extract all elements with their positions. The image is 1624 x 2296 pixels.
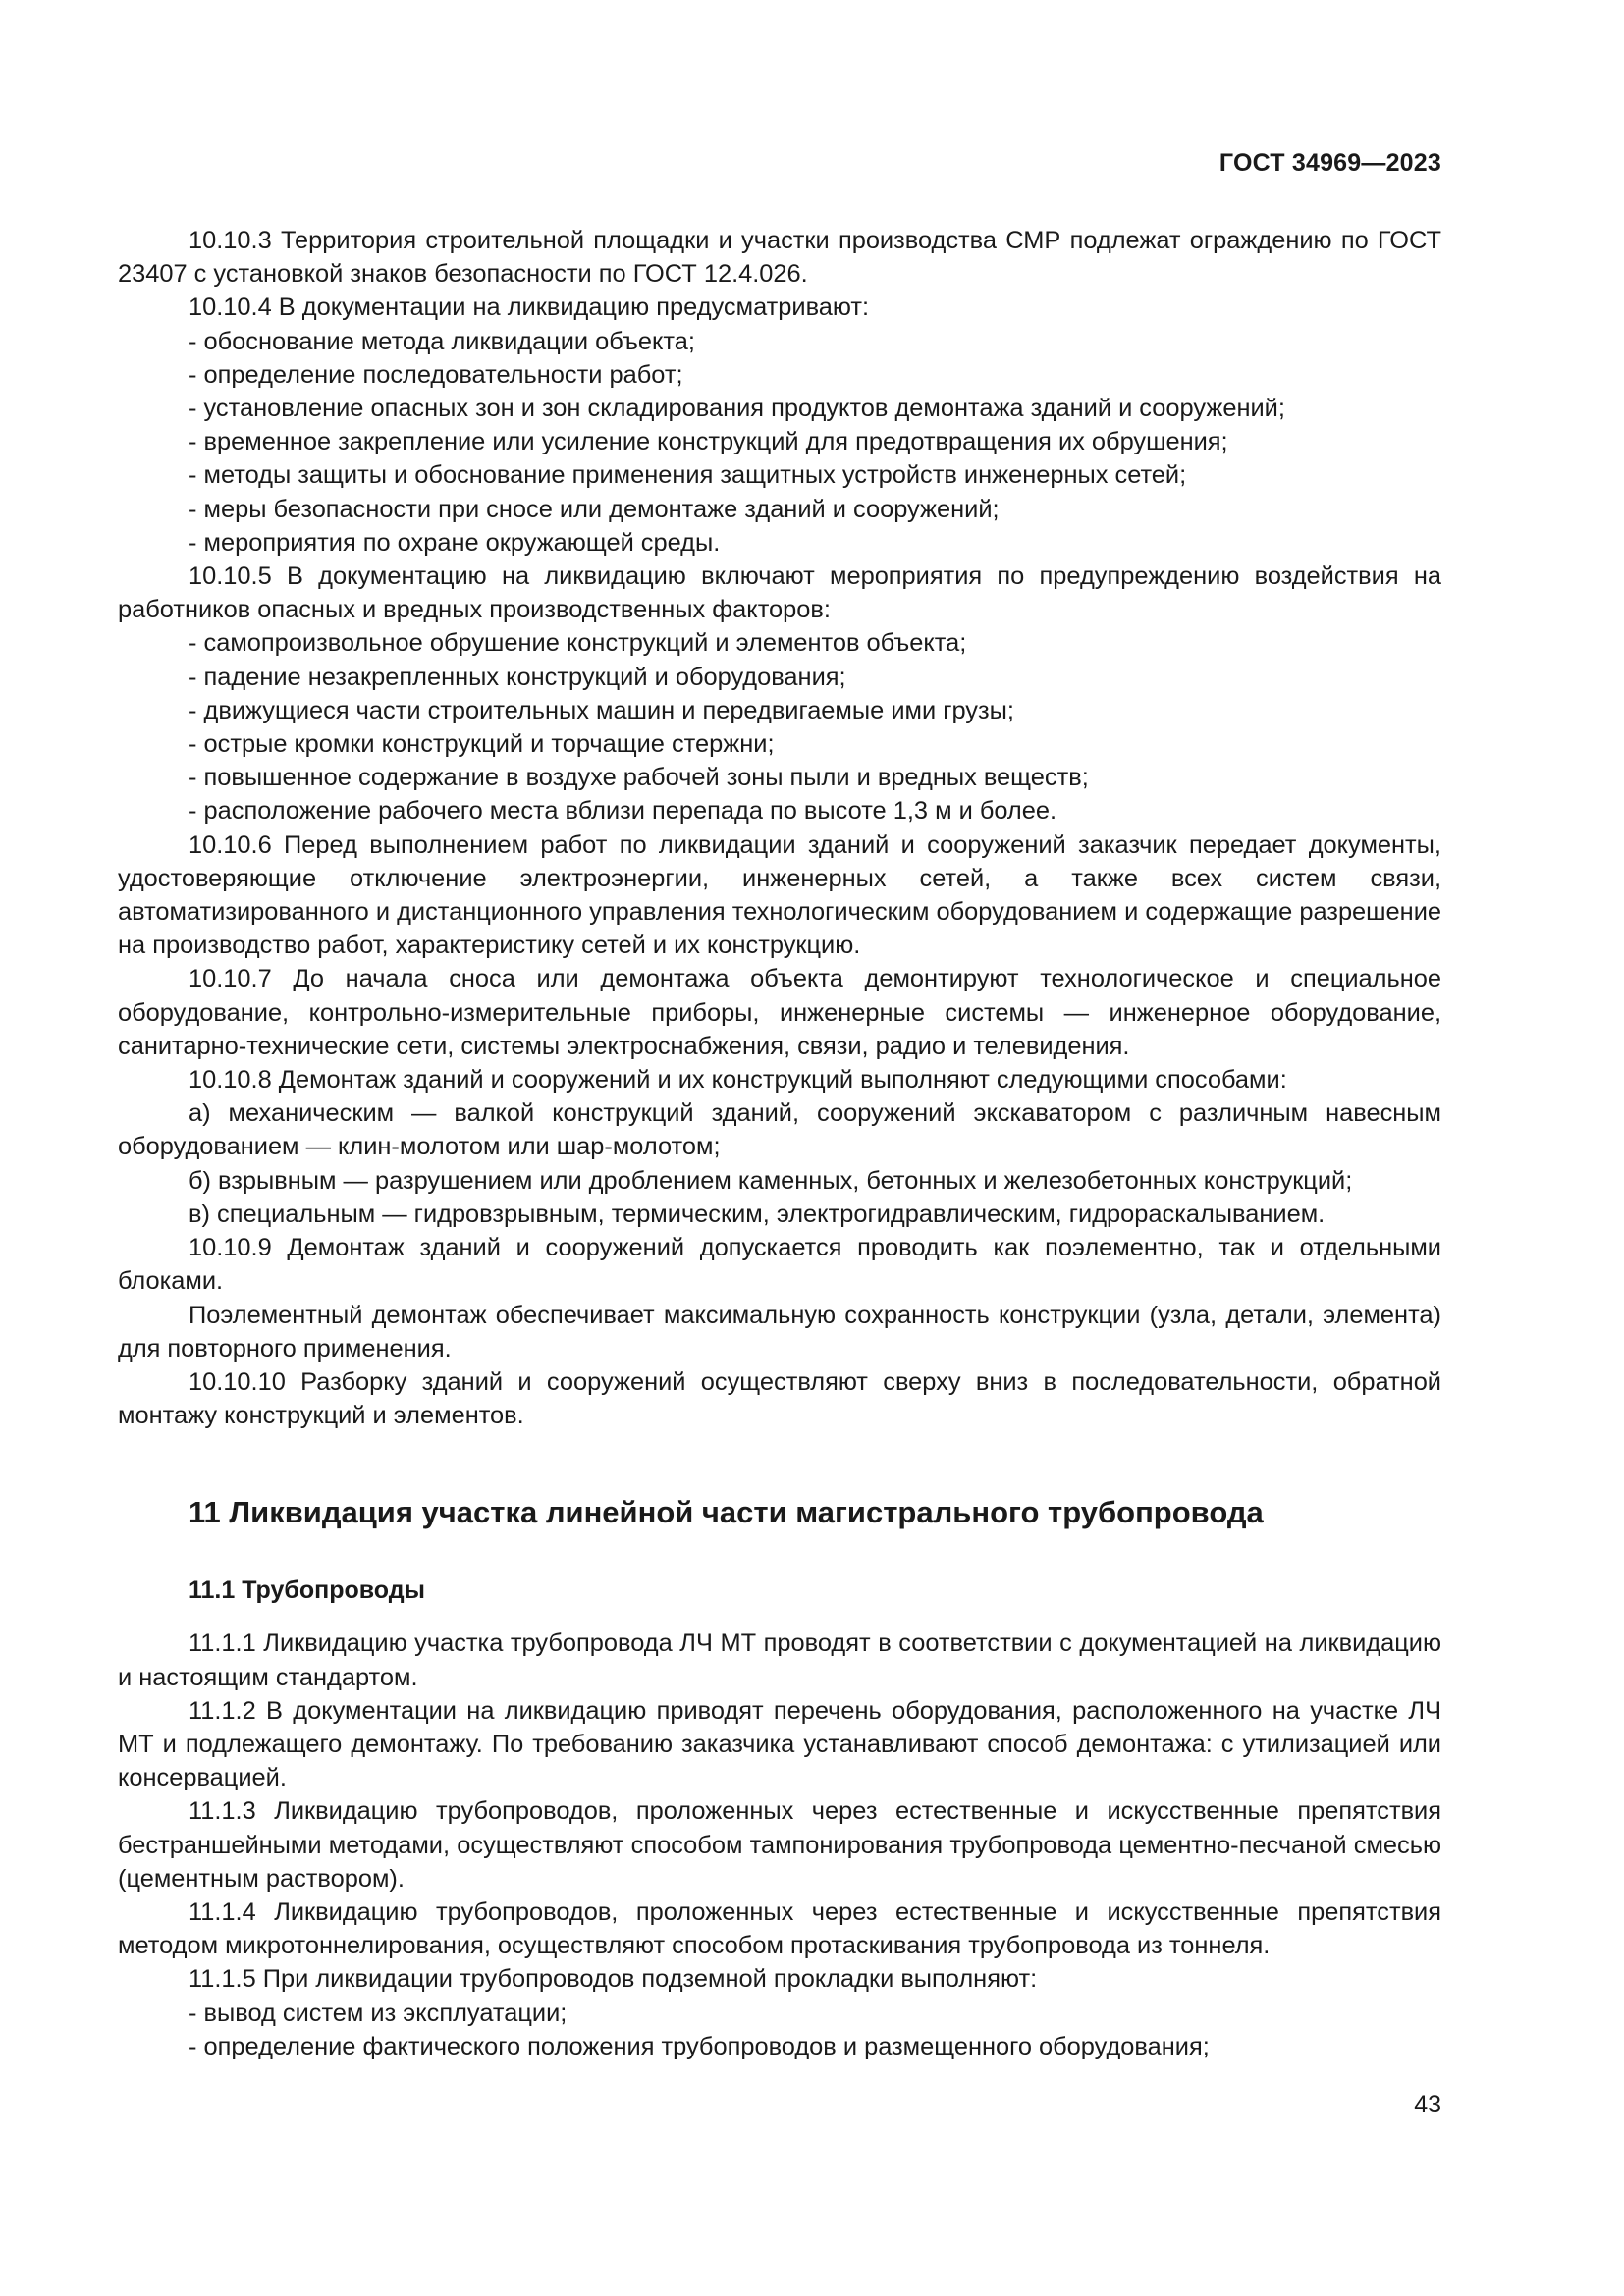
list-item: - временное закрепление или усиление конструкций для предотвращения их обрушения; [189,428,1228,456]
paragraph: 10.10.6 Перед выполнением работ по ликвидации зданий и сооружений заказчик передает документы, удостоверяющие отключение электроэнергии, инженерных сетей, а также всех систем связи, автоматизированного и дистанционного управления технологическим оборудованием и содержащие разрешение на производство работ, характеристику сетей и их конструкцию. [118,830,1441,960]
list-item: - расположение рабочего места вблизи перепада по высоте 1,3 м и более. [189,797,1057,826]
paragraph: 10.10.9 Демонтаж зданий и сооружений допускается проводить как поэлементно, так и отдельными блоками. [118,1234,1441,1296]
list-item: - определение последовательности работ; [189,360,683,389]
page-number: 43 [1414,2091,1441,2118]
section-title: 11 Ликвидация участка линейной части магистрального трубопровода [189,1495,1264,1530]
list-item: - повышенное содержание в воздухе рабочей зоны пыли и вредных веществ; [189,764,1089,792]
paragraph: 11.1.2 В документации на ликвидацию приводят перечень оборудования, расположенного на участке ЛЧ МТ и подлежащего демонтажу. По требованию заказчика устанавливают способ демонтажа: с утилизацией или консервацией. [118,1696,1441,1792]
paragraph: Поэлементный демонтаж обеспечивает максимальную сохранность конструкции (узла, детали, элемента) для повторного применения. [118,1301,1441,1362]
list-item: - самопроизвольное обрушение конструкций и элементов объекта; [189,629,967,658]
paragraph: 11.1.5 При ликвидации трубопроводов подземной прокладки выполняют: [189,1965,1038,1994]
paragraph: в) специальным — гидровзрывным, термическим, электрогидравлическим, гидрораскалыванием. [189,1200,1326,1228]
list-item: - вывод систем из эксплуатации; [189,1999,568,2027]
list-item: - острые кромки конструкций и торчащие стержни; [189,730,775,759]
paragraph: 11.1.4 Ликвидацию трубопроводов, проложенных через естественные и искусственные препятствия методом микротоннелирования, осуществляют способом протаскивания трубопровода из тоннеля. [118,1897,1441,1960]
list-item: - обоснование метода ликвидации объекта; [189,327,695,355]
paragraph: б) взрывным — разрушением или дроблением каменных, бетонных и железобетонных конструкций; [189,1166,1353,1195]
list-item: - мероприятия по охране окружающей среды. [189,528,721,557]
paragraph: 10.10.3 Территория строительной площадки и участки производства СМР подлежат ограждению по ГОСТ 23407 с установкой знаков безопасности по ГОСТ 12.4.026. [118,227,1441,289]
document-body [118,224,1441,2063]
paragraph: а) механическим — валкой конструкций зданий, сооружений экскаватором с различным навесным оборудованием — клин-молотом или шар-молотом; [118,1099,1441,1161]
paragraph: 10.10.4 В документации на ликвидацию предусматривают: [189,294,870,322]
document-header: ГОСТ 34969—2023 [1218,149,1441,177]
list-item: - определение фактического положения трубопроводов и размещенного оборудования; [189,2032,1210,2060]
list-item: - меры безопасности при сносе или демонтаже зданий и сооружений; [189,495,1000,523]
section-10-10-text [118,224,1441,1432]
section-11-1-text [118,1627,1441,2063]
paragraph: 11.1.3 Ликвидацию трубопроводов, проложенных через естественные и искусственные препятствия бестраншейными методами, осуществляют способом тампонирования трубопровода цементно-песчаной смесью (цементным раствором). [118,1797,1441,1893]
paragraph: 11.1.1 Ликвидацию участка трубопровода ЛЧ МТ проводят в соответствии с документацией на ликвидацию и настоящим стандартом. [118,1629,1441,1691]
paragraph: 10.10.7 До начала сноса или демонтажа объекта демонтируют технологическое и специальное оборудование, контрольно-измерительные приборы, инженерные системы — инженерное оборудование, санитарно-технические сети, системы электроснабжения, связи, радио и телевидения. [118,965,1441,1060]
list-item: - методы защиты и обоснование применения защитных устройств инженерных сетей; [189,461,1187,490]
list-item: - падение незакрепленных конструкций и оборудования; [189,663,846,691]
list-item: - установление опасных зон и зон складирования продуктов демонтажа зданий и сооружений; [189,395,1285,423]
paragraph: 10.10.8 Демонтаж зданий и сооружений и их конструкций выполняют следующими способами: [189,1066,1287,1095]
paragraph: 10.10.10 Разборку зданий и сооружений осуществляют сверху вниз в последовательности, обратной монтажу конструкций и элементов. [118,1367,1441,1430]
subsection-title: 11.1 Трубопроводы [189,1576,425,1605]
list-item: - движущиеся части строительных машин и передвигаемые ими грузы; [189,696,1014,724]
paragraph: 10.10.5 В документацию на ликвидацию включают мероприятия по предупреждению воздействия на работников опасных и вредных производственных факторов: [118,562,1441,624]
